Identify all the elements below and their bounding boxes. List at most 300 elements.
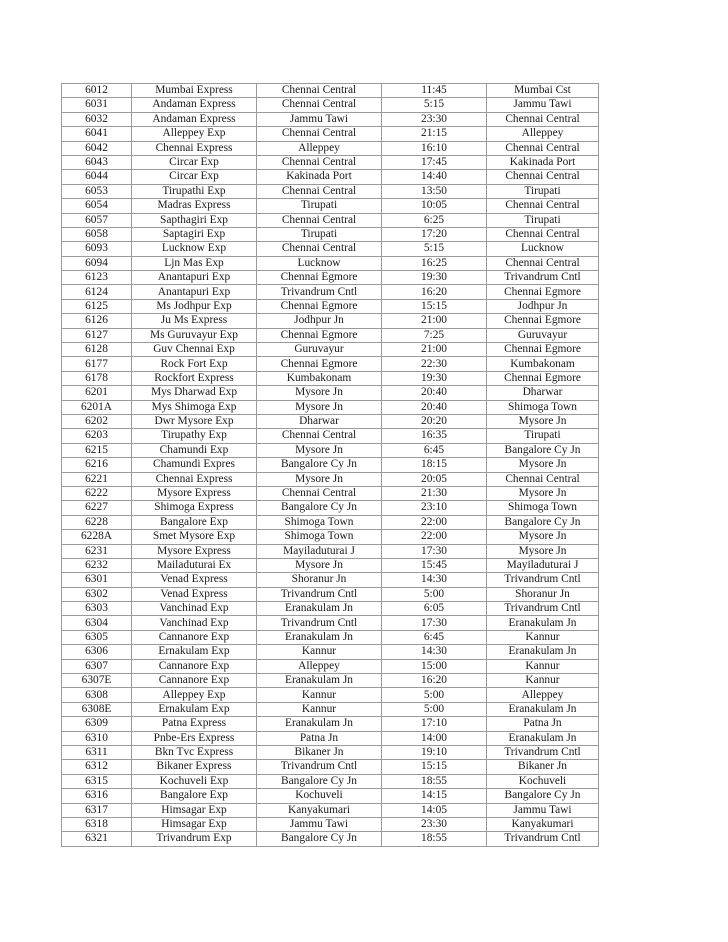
- departure-time-cell: 22:00: [382, 515, 487, 529]
- origin-station-cell: Patna Jn: [257, 731, 382, 745]
- origin-station-cell: Alleppey: [257, 659, 382, 673]
- destination-station-cell: Dharwar: [487, 386, 599, 400]
- train-number-cell: 6307E: [62, 674, 132, 688]
- destination-station-cell: Kumbakonam: [487, 357, 599, 371]
- train-number-cell: 6232: [62, 558, 132, 572]
- origin-station-cell: Kochuveli: [257, 789, 382, 803]
- table-row: [62, 371, 599, 385]
- train-name-cell: Anantapuri Exp: [132, 285, 257, 299]
- origin-station-cell: Bikaner Jn: [257, 745, 382, 759]
- origin-station-cell: Guruvayur: [257, 343, 382, 357]
- train-number-cell: 6304: [62, 616, 132, 630]
- train-number-cell: 6125: [62, 299, 132, 313]
- origin-station-cell: Mysore Jn: [257, 472, 382, 486]
- train-name-cell: Patna Express: [132, 717, 257, 731]
- train-name-cell: Bangalore Exp: [132, 515, 257, 529]
- origin-station-cell: Lucknow: [257, 256, 382, 270]
- departure-time-cell: 23:30: [382, 112, 487, 126]
- origin-station-cell: Chennai Central: [257, 84, 382, 98]
- train-number-cell: 6308: [62, 688, 132, 702]
- departure-time-cell: 15:15: [382, 760, 487, 774]
- train-name-cell: Mys Dharwad Exp: [132, 386, 257, 400]
- train-number-cell: 6127: [62, 328, 132, 342]
- destination-station-cell: Kakinada Port: [487, 155, 599, 169]
- table-row: [62, 386, 599, 400]
- train-number-cell: 6307: [62, 659, 132, 673]
- departure-time-cell: 21:00: [382, 343, 487, 357]
- destination-station-cell: Eranakulam Jn: [487, 702, 599, 716]
- table-row: [62, 227, 599, 241]
- destination-station-cell: Chennai Central: [487, 472, 599, 486]
- train-name-cell: Madras Express: [132, 199, 257, 213]
- table-row: [62, 127, 599, 141]
- table-row: [62, 817, 599, 831]
- origin-station-cell: Kannur: [257, 645, 382, 659]
- origin-station-cell: Eranakulam Jn: [257, 630, 382, 644]
- table-row: [62, 558, 599, 572]
- origin-station-cell: Bangalore Cy Jn: [257, 832, 382, 846]
- table-row: [62, 789, 599, 803]
- table-row: [62, 530, 599, 544]
- origin-station-cell: Alleppey: [257, 141, 382, 155]
- train-number-cell: 6043: [62, 155, 132, 169]
- destination-station-cell: Kanyakumari: [487, 817, 599, 831]
- departure-time-cell: 15:00: [382, 659, 487, 673]
- table-row: [62, 357, 599, 371]
- origin-station-cell: Chennai Central: [257, 242, 382, 256]
- train-name-cell: Sapthagiri Exp: [132, 213, 257, 227]
- departure-time-cell: 17:30: [382, 544, 487, 558]
- train-name-cell: Ernakulam Exp: [132, 702, 257, 716]
- departure-time-cell: 21:30: [382, 486, 487, 500]
- departure-time-cell: 16:20: [382, 285, 487, 299]
- table-row: [62, 343, 599, 357]
- origin-station-cell: Chennai Egmore: [257, 271, 382, 285]
- destination-station-cell: Chennai Egmore: [487, 314, 599, 328]
- train-number-cell: 6227: [62, 501, 132, 515]
- origin-station-cell: Trivandrum Cntl: [257, 616, 382, 630]
- table-row: [62, 170, 599, 184]
- train-number-cell: 6315: [62, 774, 132, 788]
- destination-station-cell: Alleppey: [487, 127, 599, 141]
- train-name-cell: Mys Shimoga Exp: [132, 400, 257, 414]
- origin-station-cell: Mysore Jn: [257, 400, 382, 414]
- train-name-cell: Bikaner Express: [132, 760, 257, 774]
- train-number-cell: 6058: [62, 227, 132, 241]
- departure-time-cell: 15:15: [382, 299, 487, 313]
- train-number-cell: 6311: [62, 745, 132, 759]
- train-name-cell: Mailaduturai Ex: [132, 558, 257, 572]
- table-row: [62, 328, 599, 342]
- origin-station-cell: Kumbakonam: [257, 371, 382, 385]
- train-number-cell: 6321: [62, 832, 132, 846]
- train-name-cell: Ju Ms Express: [132, 314, 257, 328]
- departure-time-cell: 19:30: [382, 371, 487, 385]
- destination-station-cell: Bangalore Cy Jn: [487, 443, 599, 457]
- departure-time-cell: 7:25: [382, 328, 487, 342]
- destination-station-cell: Tirupati: [487, 213, 599, 227]
- table-row: [62, 213, 599, 227]
- departure-time-cell: 14:30: [382, 645, 487, 659]
- destination-station-cell: Kannur: [487, 659, 599, 673]
- destination-station-cell: Alleppey: [487, 688, 599, 702]
- train-number-cell: 6093: [62, 242, 132, 256]
- train-number-cell: 6312: [62, 760, 132, 774]
- table-row: [62, 616, 599, 630]
- table-row: [62, 573, 599, 587]
- table-row: [62, 544, 599, 558]
- departure-time-cell: 20:40: [382, 386, 487, 400]
- train-number-cell: 6128: [62, 343, 132, 357]
- departure-time-cell: 20:05: [382, 472, 487, 486]
- train-number-cell: 6216: [62, 458, 132, 472]
- origin-station-cell: Dharwar: [257, 414, 382, 428]
- departure-time-cell: 21:00: [382, 314, 487, 328]
- table-row: [62, 645, 599, 659]
- origin-station-cell: Chennai Egmore: [257, 328, 382, 342]
- train-number-cell: 6306: [62, 645, 132, 659]
- departure-time-cell: 5:00: [382, 587, 487, 601]
- train-name-cell: Cannanore Exp: [132, 659, 257, 673]
- origin-station-cell: Mysore Jn: [257, 443, 382, 457]
- train-name-cell: Chamundi Exp: [132, 443, 257, 457]
- table-row: [62, 745, 599, 759]
- destination-station-cell: Guruvayur: [487, 328, 599, 342]
- departure-time-cell: 5:00: [382, 688, 487, 702]
- departure-time-cell: 14:40: [382, 170, 487, 184]
- train-name-cell: Circar Exp: [132, 170, 257, 184]
- train-number-cell: 6032: [62, 112, 132, 126]
- table-row: [62, 688, 599, 702]
- train-name-cell: Chennai Express: [132, 472, 257, 486]
- departure-time-cell: 18:15: [382, 458, 487, 472]
- destination-station-cell: Mysore Jn: [487, 458, 599, 472]
- destination-station-cell: Mysore Jn: [487, 544, 599, 558]
- table-row: [62, 630, 599, 644]
- train-name-cell: Pnbe-Ers Express: [132, 731, 257, 745]
- train-name-cell: Rockfort Express: [132, 371, 257, 385]
- destination-station-cell: Jammu Tawi: [487, 803, 599, 817]
- train-number-cell: 6231: [62, 544, 132, 558]
- destination-station-cell: Kochuveli: [487, 774, 599, 788]
- train-name-cell: Mysore Express: [132, 544, 257, 558]
- table-row: [62, 299, 599, 313]
- train-number-cell: 6203: [62, 429, 132, 443]
- table-row: [62, 472, 599, 486]
- train-name-cell: Mumbai Express: [132, 84, 257, 98]
- departure-time-cell: 20:20: [382, 414, 487, 428]
- departure-time-cell: 16:10: [382, 141, 487, 155]
- train-number-cell: 6041: [62, 127, 132, 141]
- destination-station-cell: Chennai Central: [487, 112, 599, 126]
- table-row: [62, 659, 599, 673]
- train-name-cell: Circar Exp: [132, 155, 257, 169]
- train-number-cell: 6053: [62, 184, 132, 198]
- train-name-cell: Venad Express: [132, 573, 257, 587]
- table-row: [62, 587, 599, 601]
- origin-station-cell: Kanyakumari: [257, 803, 382, 817]
- origin-station-cell: Chennai Central: [257, 184, 382, 198]
- table-row: [62, 760, 599, 774]
- origin-station-cell: Kakinada Port: [257, 170, 382, 184]
- train-schedule-table: [61, 83, 599, 847]
- train-name-cell: Dwr Mysore Exp: [132, 414, 257, 428]
- origin-station-cell: Chennai Central: [257, 98, 382, 112]
- destination-station-cell: Trivandrum Cntl: [487, 832, 599, 846]
- train-number-cell: 6057: [62, 213, 132, 227]
- train-name-cell: Alleppey Exp: [132, 127, 257, 141]
- origin-station-cell: Eranakulam Jn: [257, 674, 382, 688]
- train-number-cell: 6031: [62, 98, 132, 112]
- table-row: [62, 141, 599, 155]
- destination-station-cell: Trivandrum Cntl: [487, 602, 599, 616]
- origin-station-cell: Kannur: [257, 688, 382, 702]
- departure-time-cell: 23:10: [382, 501, 487, 515]
- train-name-cell: Smet Mysore Exp: [132, 530, 257, 544]
- table-row: [62, 155, 599, 169]
- table-row: [62, 731, 599, 745]
- origin-station-cell: Trivandrum Cntl: [257, 285, 382, 299]
- departure-time-cell: 19:30: [382, 271, 487, 285]
- table-row: [62, 98, 599, 112]
- train-name-cell: Guv Chennai Exp: [132, 343, 257, 357]
- table-row: [62, 285, 599, 299]
- destination-station-cell: Chennai Egmore: [487, 343, 599, 357]
- train-number-cell: 6201A: [62, 400, 132, 414]
- table-row: [62, 242, 599, 256]
- destination-station-cell: Chennai Egmore: [487, 371, 599, 385]
- table-row: [62, 314, 599, 328]
- train-number-cell: 6042: [62, 141, 132, 155]
- table-row: [62, 602, 599, 616]
- table-row: [62, 271, 599, 285]
- origin-station-cell: Mysore Jn: [257, 558, 382, 572]
- train-number-cell: 6221: [62, 472, 132, 486]
- departure-time-cell: 17:45: [382, 155, 487, 169]
- origin-station-cell: Eranakulam Jn: [257, 602, 382, 616]
- destination-station-cell: Chennai Central: [487, 141, 599, 155]
- departure-time-cell: 6:05: [382, 602, 487, 616]
- train-number-cell: 6309: [62, 717, 132, 731]
- train-number-cell: 6123: [62, 271, 132, 285]
- train-name-cell: Vanchinad Exp: [132, 602, 257, 616]
- departure-time-cell: 22:00: [382, 530, 487, 544]
- train-number-cell: 6228: [62, 515, 132, 529]
- destination-station-cell: Eranakulam Jn: [487, 616, 599, 630]
- table-row: [62, 256, 599, 270]
- destination-station-cell: Patna Jn: [487, 717, 599, 731]
- destination-station-cell: Mayiladuturai J: [487, 558, 599, 572]
- departure-time-cell: 21:15: [382, 127, 487, 141]
- departure-time-cell: 14:05: [382, 803, 487, 817]
- departure-time-cell: 6:25: [382, 213, 487, 227]
- departure-time-cell: 18:55: [382, 774, 487, 788]
- departure-time-cell: 11:45: [382, 84, 487, 98]
- departure-time-cell: 6:45: [382, 443, 487, 457]
- origin-station-cell: Tirupati: [257, 199, 382, 213]
- train-name-cell: Ms Guruvayur Exp: [132, 328, 257, 342]
- table-row: [62, 803, 599, 817]
- destination-station-cell: Kannur: [487, 674, 599, 688]
- departure-time-cell: 16:20: [382, 674, 487, 688]
- destination-station-cell: Bikaner Jn: [487, 760, 599, 774]
- train-number-cell: 6310: [62, 731, 132, 745]
- destination-station-cell: Mysore Jn: [487, 530, 599, 544]
- train-name-cell: Andaman Express: [132, 98, 257, 112]
- train-name-cell: Anantapuri Exp: [132, 271, 257, 285]
- train-number-cell: 6318: [62, 817, 132, 831]
- departure-time-cell: 14:30: [382, 573, 487, 587]
- origin-station-cell: Jodhpur Jn: [257, 314, 382, 328]
- train-name-cell: Saptagiri Exp: [132, 227, 257, 241]
- train-name-cell: Himsagar Exp: [132, 803, 257, 817]
- destination-station-cell: Chennai Central: [487, 227, 599, 241]
- destination-station-cell: Eranakulam Jn: [487, 645, 599, 659]
- train-name-cell: Ernakulam Exp: [132, 645, 257, 659]
- destination-station-cell: Trivandrum Cntl: [487, 573, 599, 587]
- train-name-cell: Bangalore Exp: [132, 789, 257, 803]
- origin-station-cell: Kannur: [257, 702, 382, 716]
- table-row: [62, 486, 599, 500]
- train-number-cell: 6012: [62, 84, 132, 98]
- departure-time-cell: 17:30: [382, 616, 487, 630]
- train-table-body: [62, 84, 599, 847]
- train-number-cell: 6202: [62, 414, 132, 428]
- departure-time-cell: 19:10: [382, 745, 487, 759]
- train-name-cell: Tirupathi Exp: [132, 184, 257, 198]
- train-name-cell: Kochuveli Exp: [132, 774, 257, 788]
- table-row: [62, 443, 599, 457]
- train-name-cell: Alleppey Exp: [132, 688, 257, 702]
- train-name-cell: Ms Jodhpur Exp: [132, 299, 257, 313]
- train-name-cell: Himsagar Exp: [132, 817, 257, 831]
- destination-station-cell: Bangalore Cy Jn: [487, 515, 599, 529]
- destination-station-cell: Jammu Tawi: [487, 98, 599, 112]
- train-name-cell: Mysore Express: [132, 486, 257, 500]
- table-row: [62, 184, 599, 198]
- origin-station-cell: Chennai Central: [257, 213, 382, 227]
- train-number-cell: 6308E: [62, 702, 132, 716]
- train-number-cell: 6126: [62, 314, 132, 328]
- departure-time-cell: 16:35: [382, 429, 487, 443]
- origin-station-cell: Tirupati: [257, 227, 382, 241]
- destination-station-cell: Shimoga Town: [487, 400, 599, 414]
- table-row: [62, 515, 599, 529]
- destination-station-cell: Chennai Central: [487, 256, 599, 270]
- table-row: [62, 414, 599, 428]
- train-name-cell: Chennai Express: [132, 141, 257, 155]
- origin-station-cell: Shoranur Jn: [257, 573, 382, 587]
- destination-station-cell: Jodhpur Jn: [487, 299, 599, 313]
- train-number-cell: 6178: [62, 371, 132, 385]
- table-row: [62, 832, 599, 846]
- table-row: [62, 717, 599, 731]
- train-name-cell: Andaman Express: [132, 112, 257, 126]
- destination-station-cell: Chennai Central: [487, 199, 599, 213]
- train-name-cell: Vanchinad Exp: [132, 616, 257, 630]
- train-number-cell: 6177: [62, 357, 132, 371]
- destination-station-cell: Lucknow: [487, 242, 599, 256]
- destination-station-cell: Shimoga Town: [487, 501, 599, 515]
- departure-time-cell: 5:15: [382, 98, 487, 112]
- destination-station-cell: Tirupati: [487, 184, 599, 198]
- train-number-cell: 6317: [62, 803, 132, 817]
- departure-time-cell: 6:45: [382, 630, 487, 644]
- departure-time-cell: 13:50: [382, 184, 487, 198]
- origin-station-cell: Chennai Egmore: [257, 357, 382, 371]
- train-number-cell: 6044: [62, 170, 132, 184]
- train-name-cell: Chamundi Expres: [132, 458, 257, 472]
- train-number-cell: 6302: [62, 587, 132, 601]
- table-row: [62, 400, 599, 414]
- departure-time-cell: 17:20: [382, 227, 487, 241]
- origin-station-cell: Chennai Central: [257, 127, 382, 141]
- destination-station-cell: Chennai Egmore: [487, 285, 599, 299]
- table-row: [62, 429, 599, 443]
- departure-time-cell: 22:30: [382, 357, 487, 371]
- departure-time-cell: 14:15: [382, 789, 487, 803]
- departure-time-cell: 20:40: [382, 400, 487, 414]
- origin-station-cell: Bangalore Cy Jn: [257, 501, 382, 515]
- train-name-cell: Cannanore Exp: [132, 674, 257, 688]
- train-name-cell: Tirupathy Exp: [132, 429, 257, 443]
- train-name-cell: Cannanore Exp: [132, 630, 257, 644]
- table-row: [62, 702, 599, 716]
- origin-station-cell: Chennai Central: [257, 486, 382, 500]
- train-number-cell: 6303: [62, 602, 132, 616]
- destination-station-cell: Trivandrum Cntl: [487, 271, 599, 285]
- table-row: [62, 84, 599, 98]
- destination-station-cell: Chennai Central: [487, 170, 599, 184]
- train-number-cell: 6124: [62, 285, 132, 299]
- destination-station-cell: Mysore Jn: [487, 486, 599, 500]
- destination-station-cell: Trivandrum Cntl: [487, 745, 599, 759]
- origin-station-cell: Shimoga Town: [257, 530, 382, 544]
- origin-station-cell: Mysore Jn: [257, 386, 382, 400]
- train-name-cell: Trivandrum Exp: [132, 832, 257, 846]
- train-name-cell: Venad Express: [132, 587, 257, 601]
- destination-station-cell: Mumbai Cst: [487, 84, 599, 98]
- table-row: [62, 112, 599, 126]
- table-row: [62, 501, 599, 515]
- train-name-cell: Shimoga Express: [132, 501, 257, 515]
- table-row: [62, 458, 599, 472]
- train-number-cell: 6054: [62, 199, 132, 213]
- departure-time-cell: 16:25: [382, 256, 487, 270]
- table-row: [62, 774, 599, 788]
- departure-time-cell: 5:00: [382, 702, 487, 716]
- origin-station-cell: Chennai Egmore: [257, 299, 382, 313]
- departure-time-cell: 15:45: [382, 558, 487, 572]
- train-number-cell: 6305: [62, 630, 132, 644]
- origin-station-cell: Chennai Central: [257, 429, 382, 443]
- origin-station-cell: Chennai Central: [257, 155, 382, 169]
- train-name-cell: Lucknow Exp: [132, 242, 257, 256]
- train-number-cell: 6228A: [62, 530, 132, 544]
- origin-station-cell: Jammu Tawi: [257, 817, 382, 831]
- origin-station-cell: Shimoga Town: [257, 515, 382, 529]
- departure-time-cell: 10:05: [382, 199, 487, 213]
- destination-station-cell: Kannur: [487, 630, 599, 644]
- origin-station-cell: Eranakulam Jn: [257, 717, 382, 731]
- origin-station-cell: Trivandrum Cntl: [257, 587, 382, 601]
- origin-station-cell: Trivandrum Cntl: [257, 760, 382, 774]
- train-number-cell: 6201: [62, 386, 132, 400]
- train-number-cell: 6094: [62, 256, 132, 270]
- destination-station-cell: Eranakulam Jn: [487, 731, 599, 745]
- train-number-cell: 6222: [62, 486, 132, 500]
- departure-time-cell: 17:10: [382, 717, 487, 731]
